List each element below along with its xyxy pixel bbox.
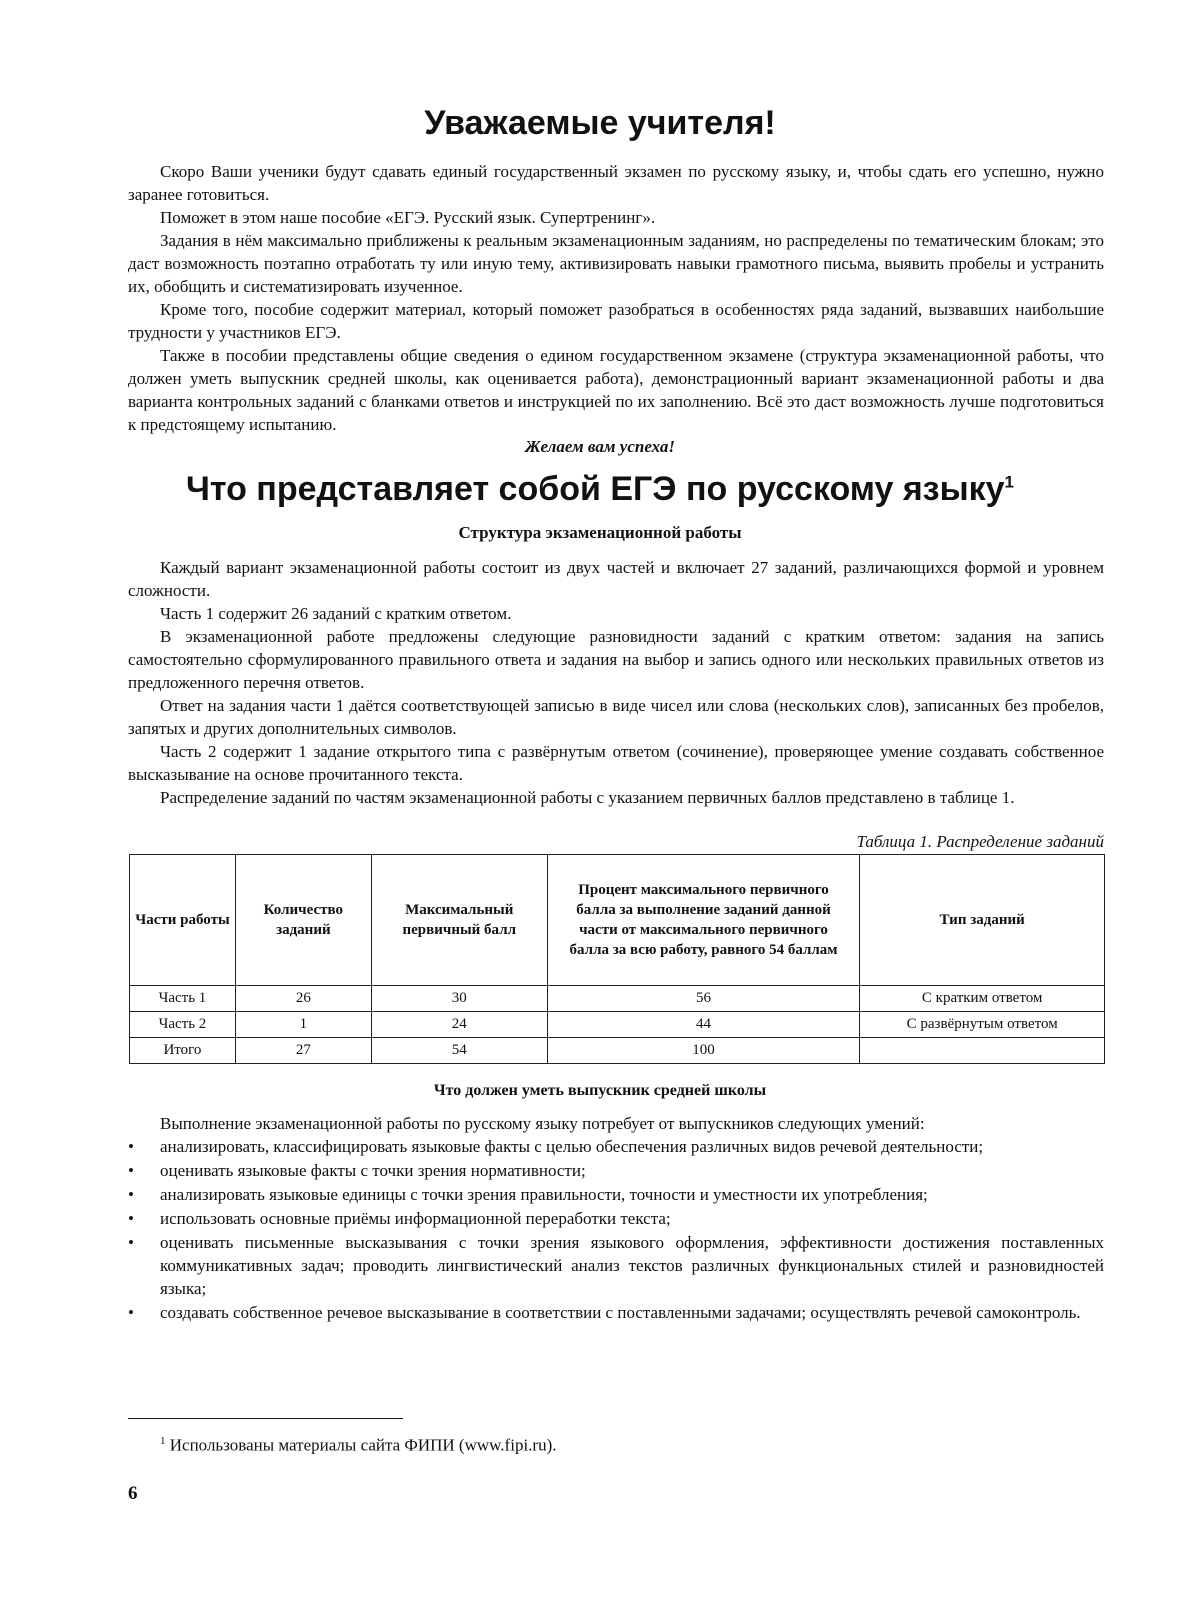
- table-row: [130, 1012, 1105, 1038]
- table-cell: 54: [371, 1038, 547, 1064]
- table-cell: 56: [547, 986, 860, 1012]
- wish-line: Желаем вам успеха!: [524, 437, 676, 456]
- paragraph: В экзаменационной работе предложены следующие разновидности заданий с кратким ответом: задания на запись самостоятельно сформулированного правильного ответа и задания на выбор и запись одного или нескольких правильных ответов из предложенного перечня ответов.: [128, 627, 1104, 692]
- list-item-text: использовать основные приёмы информационной переработки текста;: [160, 1209, 671, 1228]
- skills-lead: [128, 1112, 1104, 1135]
- table-cell: 26: [235, 986, 371, 1012]
- footnote-mark: 1: [160, 1435, 166, 1447]
- table-caption: Таблица 1. Распределение заданий: [856, 832, 1104, 851]
- list-item: [128, 1231, 1104, 1300]
- paragraph: Скоро Ваши ученики будут сдавать единый государственный экзамен по русскому языку, и, чтобы сдать его успешно, нужно заранее готовиться.: [128, 162, 1104, 204]
- list-item: [128, 1135, 1104, 1158]
- table-cell: 44: [547, 1012, 860, 1038]
- list-item: [128, 1183, 1104, 1206]
- paragraph: Выполнение экзаменационной работы по русскому языку потребует от выпускников следующих умений:: [160, 1114, 925, 1133]
- table-cell: Часть 2: [130, 1012, 236, 1038]
- greeting-title: Уважаемые учителя!: [424, 104, 776, 142]
- table-cell: 100: [547, 1038, 860, 1064]
- list-item-text: оценивать языковые факты с точки зрения нормативности;: [160, 1161, 586, 1180]
- bullet-icon: •: [128, 1161, 134, 1180]
- structure-heading: Структура экзаменационной работы: [458, 523, 742, 542]
- distribution-table: [129, 854, 1105, 1064]
- footnote-divider: [128, 1418, 403, 1419]
- table-cell: 27: [235, 1038, 371, 1064]
- paragraph: Кроме того, пособие содержит материал, который поможет разобраться в особенностях ряда заданий, вызвавших наибольшие трудности у участников ЕГЭ.: [128, 300, 1104, 342]
- bullet-icon: •: [128, 1209, 134, 1228]
- bullet-icon: •: [128, 1185, 134, 1204]
- table-cell: 1: [235, 1012, 371, 1038]
- list-item-text: анализировать языковые единицы с точки зрения правильности, точности и уместности их употребления;: [160, 1185, 928, 1204]
- table-header-cell: Части работы: [130, 855, 236, 986]
- table-header-row: [130, 855, 1105, 986]
- paragraph: Также в пособии представлены общие сведения о едином государственном экзамене (структура экзаменационной работы, что должен уметь выпускник средней школы, как оценивается работа), демонстрационный вариант экзаменационной работы и два варианта контрольных заданий с бланками ответов и инструкцией по их заполнению. Всё это даст возможность лучше подготовиться к предстоящему испытанию.: [128, 346, 1104, 434]
- paragraph: Задания в нём максимально приближены к реальным экзаменационным заданиям, но распределены по тематическим блокам; это даст возможность поэтапно отработать ту или иную тему, активизировать навыки грамотного письма, выявить пробелы и устранить их, обобщить и систематизировать изученное.: [128, 231, 1104, 296]
- list-item-text: оценивать письменные высказывания с точки зрения языкового оформления, эффективности достижения поставленных коммуникативных задач; проводить лингвистический анализ текстов различных функциональных стилей и разновидностей языка;: [160, 1233, 1104, 1298]
- table-header-cell: Процент максимального первичного балла за выполнение заданий данной части от максимального первичного балла за всю работу, равного 54 баллам: [547, 855, 860, 986]
- footnote-text: Использованы материалы сайта ФИПИ (www.fipi.ru).: [169, 1435, 557, 1455]
- paragraph: Ответ на задания части 1 даётся соответствующей записью в виде чисел или слова (нескольких слов), записанных без пробелов, запятых и других дополнительных символов.: [128, 696, 1104, 738]
- skills-list: [128, 1135, 1104, 1325]
- table-cell: Часть 1: [130, 986, 236, 1012]
- table-cell: Итого: [130, 1038, 236, 1064]
- list-item: [128, 1159, 1104, 1182]
- paragraph: Поможет в этом наше пособие «ЕГЭ. Русский язык. Супертренинг».: [160, 208, 656, 227]
- bullet-icon: •: [128, 1137, 134, 1156]
- table-cell: С кратким ответом: [860, 986, 1105, 1012]
- list-item-text: анализировать, классифицировать языковые факты с целью обеспечения различных видов речевой деятельности;: [160, 1137, 984, 1156]
- table-cell: 30: [371, 986, 547, 1012]
- footnote-ref: 1: [1004, 472, 1015, 492]
- list-item-text: создавать собственное речевое высказывание в соответствии с поставленными задачами; осуществлять речевой самоконтроль.: [160, 1303, 1081, 1322]
- footnote: [160, 1435, 557, 1456]
- table-cell: [860, 1038, 1105, 1064]
- list-item: [128, 1207, 1104, 1230]
- paragraph: Часть 2 содержит 1 задание открытого типа с развёрнутым ответом (сочинение), проверяющее умение создавать собственное высказывание на основе прочитанного текста.: [128, 742, 1104, 784]
- section-title-text: Что представляет собой ЕГЭ по русскому языку: [185, 470, 1005, 508]
- paragraph: Распределение заданий по частям экзаменационной работы с указанием первичных баллов представлено в таблице 1.: [160, 788, 1015, 807]
- section-title: [0, 470, 1200, 509]
- bullet-icon: •: [128, 1303, 134, 1322]
- page-number: 6: [128, 1483, 138, 1504]
- table-row: [130, 1038, 1105, 1064]
- table-header-cell: Тип заданий: [860, 855, 1105, 986]
- paragraph: Часть 1 содержит 26 заданий с кратким ответом.: [160, 604, 512, 623]
- table-row: [130, 986, 1105, 1012]
- bullet-icon: •: [128, 1233, 134, 1252]
- table-cell: 24: [371, 1012, 547, 1038]
- table-header-cell: Максимальный первичный балл: [371, 855, 547, 986]
- paragraph: Каждый вариант экзаменационной работы состоит из двух частей и включает 27 заданий, различающихся формой и уровнем сложности.: [128, 558, 1104, 600]
- table-header-cell: Количество заданий: [235, 855, 371, 986]
- intro-text: [128, 160, 1104, 436]
- structure-text: [128, 556, 1104, 809]
- list-item: [128, 1301, 1104, 1324]
- table-cell: С развёрнутым ответом: [860, 1012, 1105, 1038]
- skills-heading: Что должен уметь выпускник средней школы: [433, 1082, 767, 1099]
